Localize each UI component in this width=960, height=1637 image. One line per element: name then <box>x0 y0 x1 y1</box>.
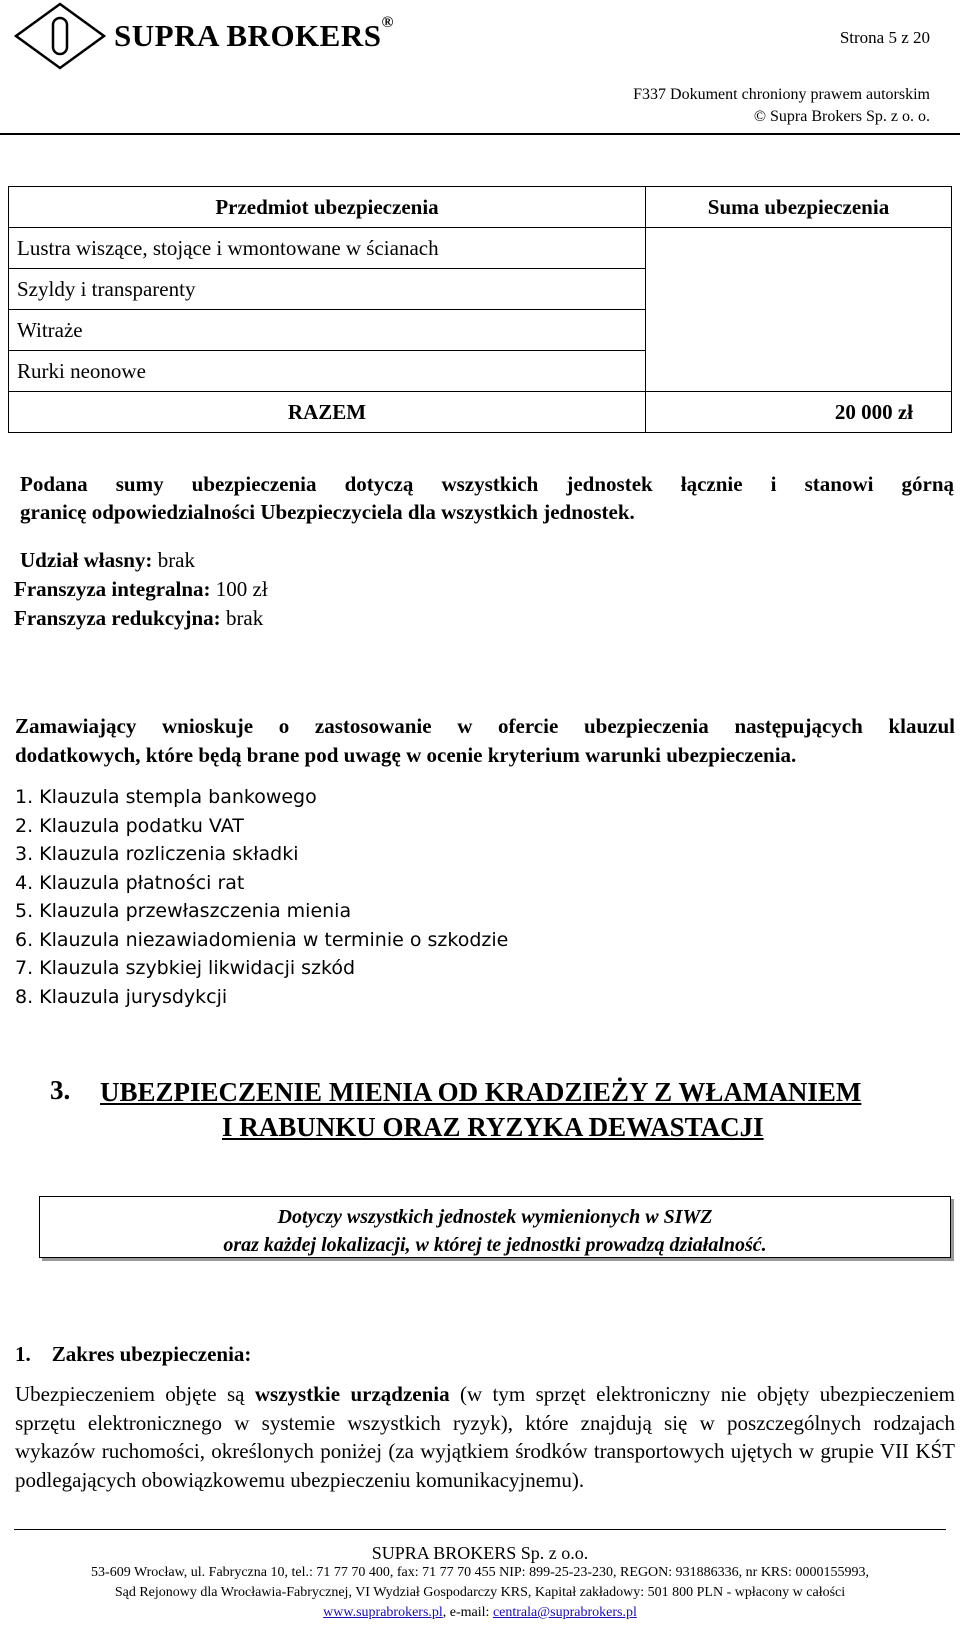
doc-code: F337 Dokument chroniony prawem autorskim <box>633 86 930 103</box>
sum-note <box>20 470 954 526</box>
table-cell-subject: Witraże <box>9 310 646 351</box>
table-cell-subject: Lustra wiszące, stojące i wmontowane w ścianach <box>9 228 646 269</box>
clauses-intro-line2: dodatkowych, które będą brane pod uwagę w ocenie kryterium warunki ubezpieczenia. <box>15 743 797 767</box>
list-item: 7. Klauzula szybkiej likwidacji szkód <box>15 957 356 979</box>
copyright-line: © Supra Brokers Sp. z o. o. <box>753 108 930 125</box>
header-copyright-block <box>633 84 930 128</box>
list-item: 8. Klauzula jurysdykcji <box>15 985 228 1008</box>
scope-paragraph: Ubezpieczeniem objęte są wszystkie urządzenia (w tym sprzęt elektroniczny nie objęty ubezpieczeniem sprzętu elektronicznego w systemie wszystkich ryzyk), które znajdują się w poszczególnych rodzajach wykazów ruchomości, określonych poniżej (za wyjątkiem środków transportowych ujętych w grupie VII KŚT podlegających obowiązkowemu ubezpieczeniu komunikacyjnemu). <box>15 1382 955 1492</box>
footer-contact: www.suprabrokers.pl, e-mail: centrala@suprabrokers.pl <box>323 1605 637 1620</box>
clauses-intro-line1: Zamawiający wnioskuje o zastosowanie w ofercie ubezpieczenia następujących klauzul <box>15 714 955 738</box>
list-item: 6. Klauzula niezawiadomienia w terminie o szkodzie <box>15 928 509 951</box>
box-line2: oraz każdej lokalizacji, w której te jednostki prowadzą działalność. <box>223 1234 767 1256</box>
section-title-line1: UBEZPIECZENIE MIENIA OD KRADZIEŻY Z WŁAMANIEM <box>100 1077 862 1107</box>
header-divider <box>0 133 960 135</box>
total-value: 20 000 zł <box>646 392 952 433</box>
deductible-reducing: Franszyza redukcyjna: brak <box>14 606 264 630</box>
email-link[interactable]: centrala@suprabrokers.pl <box>492 1605 637 1620</box>
table-header-row <box>9 187 952 228</box>
table-total-row <box>9 392 952 433</box>
list-item: 5. Klauzula przewłaszczenia mienia <box>15 900 352 922</box>
footer-divider <box>14 1529 946 1530</box>
table-cell-subject: Rurki neonowe <box>9 351 646 392</box>
scope-heading: 1. Zakres ubezpieczenia: <box>15 1342 252 1366</box>
clauses-list <box>15 783 508 1011</box>
table-row <box>9 228 952 269</box>
page-number: Strona 5 z 20 <box>839 28 930 47</box>
section-title-line2: I RABUNKU ORAZ RYZYKA DEWASTACJI <box>222 1112 764 1142</box>
supra-brokers-logo <box>14 2 106 70</box>
deductibles <box>14 546 268 633</box>
footer-company: SUPRA BROKERS Sp. z o.o. <box>371 1543 589 1563</box>
registered-mark: ® <box>381 14 394 31</box>
list-item: 3. Klauzula rozliczenia składki <box>15 843 299 865</box>
total-label: RAZEM <box>9 392 646 433</box>
footer-address: 53-609 Wrocław, ul. Fabryczna 10, tel.: 71 77 70 400, fax: 71 77 70 455 NIP: 899-25-23-230, REGON: 931886336, nr KRS: 0000155993, <box>91 1565 869 1580</box>
deductible-own-share: Udział własny: brak <box>20 548 196 572</box>
footer-court: Sąd Rejonowy dla Wrocławia-Fabrycznej, VI Wydział Gospodarczy KRS, Kapitał zakładowy: 501 800 PLN - wpłacony w całości <box>114 1585 846 1600</box>
table-cell-sum-empty <box>646 228 952 392</box>
footer <box>0 1543 960 1623</box>
sum-note-line2: granicę odpowiedzialności Ubezpieczyciela dla wszystkich jednostek. <box>20 500 635 524</box>
col-sum-header: Suma ubezpieczenia <box>646 187 952 228</box>
col-subject-header: Przedmiot ubezpieczenia <box>9 187 646 228</box>
list-item: 4. Klauzula płatności rat <box>15 871 245 894</box>
deductible-integral: Franszyza integralna: 100 zł <box>14 577 268 601</box>
sum-note-line1: Podana sumy ubezpieczenia dotyczą wszystkich jednostek łącznie i stanowi górną <box>20 472 954 496</box>
list-item: 2. Klauzula podatku VAT <box>15 814 244 837</box>
clauses-intro <box>15 712 955 770</box>
website-link[interactable]: www.suprabrokers.pl <box>323 1605 443 1620</box>
brand-name: SUPRA BROKERS® <box>114 14 394 53</box>
section-title <box>100 1075 940 1145</box>
list-item: 1. Klauzula stempla bankowego <box>15 786 317 808</box>
scope-box-note <box>39 1196 951 1258</box>
insurance-table <box>8 186 952 433</box>
section-number: 3. <box>50 1075 71 1105</box>
table-cell-subject: Szyldy i transparenty <box>9 269 646 310</box>
box-line1: Dotyczy wszystkich jednostek wymienionych w SIWZ <box>277 1206 713 1228</box>
